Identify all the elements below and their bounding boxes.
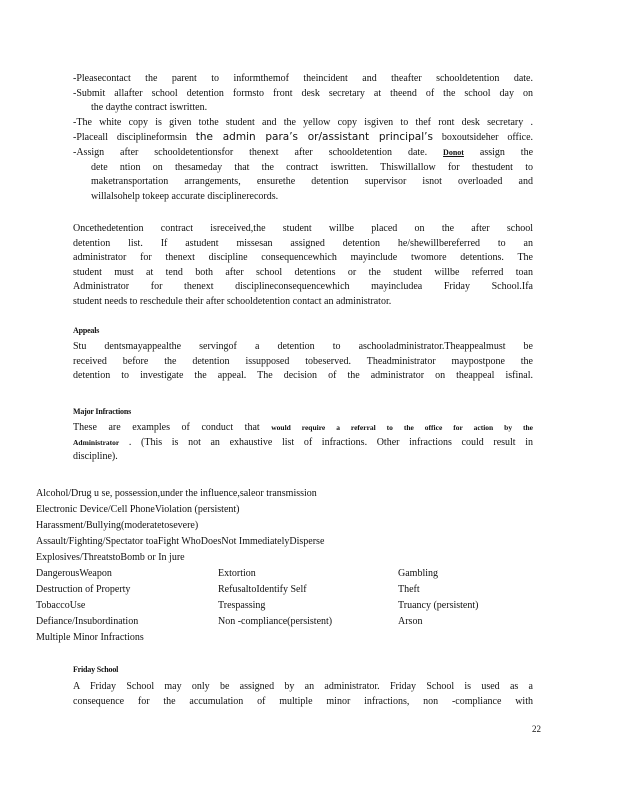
infraction-item: DangerousWeapon [36, 568, 112, 579]
infraction-item: Explosives/ThreatstoBomb or In jure [36, 552, 185, 563]
major-infractions-heading: Major Infractions [73, 407, 131, 416]
appeals-line: Stu dentsmayappealthe servingof a detention to aschooladministrator.Theappealmust be [73, 341, 533, 352]
major-line-1a: These are examples of conduct that [73, 422, 260, 433]
place-forms-part3: boxoutsideher office. [441, 132, 534, 144]
infraction-item: Multiple Minor Infractions [36, 632, 144, 643]
friday-line: A Friday School may only be assigned by an administrator. Friday School is used as a [73, 681, 533, 692]
infraction-item: RefusaltoIdentify Self [218, 584, 307, 595]
infraction-item: Truancy (persistent) [398, 600, 479, 611]
assign-donot: Donot [443, 147, 464, 157]
infraction-item: Arson [398, 616, 423, 627]
instruction-assign-cont2: maketransportation arrangements, ensurethe detention supervisor isnot overloaded and [91, 176, 533, 188]
infraction-row [36, 534, 556, 550]
instruction-assign-detentions [73, 146, 533, 161]
para-line: student needs to reschedule their after schooldetention contact an administrator. [73, 295, 392, 307]
page-number: 22 [532, 724, 541, 734]
instruction-contact-parent: -Pleasecontact the parent to informthemof theincident and theafter schooldetention date. [73, 73, 533, 84]
appeals-paragraph [73, 340, 533, 384]
friday-school-heading: Friday School [73, 665, 119, 674]
instruction-submit-forms-cont: the daythe contract iswritten. [91, 102, 208, 114]
assign-part1: -Assign after schooldetentionsfor thenext after schooldetention date. [73, 146, 428, 158]
infraction-grid-row [36, 566, 556, 582]
infraction-item: Gambling [398, 568, 438, 579]
infraction-item: Electronic Device/Cell PhoneViolation (persistent) [36, 504, 240, 515]
infraction-row [36, 486, 556, 502]
infraction-item: TobaccoUse [36, 600, 86, 611]
instruction-copies: -The white copy is given tothe student and the yellow copy isgiven to thef ront desk secretary . [73, 116, 533, 128]
place-forms-part1: -Placeall disciplineformsin [73, 132, 187, 144]
infraction-item: Assault/Fighting/Spectator toaFight WhoDoesNot ImmediatelyDisperse [36, 536, 325, 547]
major-infractions-paragraph [73, 421, 533, 465]
major-line-1b: would require a referral to the office for action by the [271, 423, 534, 432]
infraction-item: Extortion [218, 568, 256, 579]
infraction-item: Non -compliance(persistent) [218, 616, 333, 627]
major-administrator: Administrator [73, 437, 120, 447]
infraction-item: Destruction of Property [36, 584, 131, 595]
friday-line: consequence for the accumulation of multiple minor infractions, non -compliance with [73, 695, 533, 707]
infraction-item: Defiance/Insubordination [36, 616, 139, 627]
major-line-2b: . (This is not an exhaustive list of infractions. Other infractions could result in [128, 436, 533, 448]
para-line: Administrator for thenext disciplineconsequencewhich mayincludea Friday School.Ifa [73, 281, 533, 293]
para-line: student must at tend both after school detentions or the student willbe referred toan [73, 266, 533, 278]
infraction-row [36, 630, 556, 646]
major-line-1 [73, 421, 533, 436]
infraction-grid-row [36, 582, 556, 598]
infraction-item: Theft [398, 584, 420, 595]
infraction-grid-row [36, 614, 556, 630]
infractions-list [36, 486, 556, 646]
infraction-grid-row [36, 598, 556, 614]
instruction-place-forms [73, 130, 533, 146]
infraction-item: Trespassing [218, 600, 266, 611]
detention-instructions [73, 72, 533, 204]
para-line: administrator for thenext discipline consequencewhich mayinclude twomore detentions. The [73, 252, 533, 264]
appeals-line: detention to investigate the appeal. The decision of the administrator on theappeal isfinal. [73, 370, 533, 382]
appeals-line: received before the detention issupposed tobeserved. Theadministrator maypostpone the [73, 355, 533, 367]
instruction-assign-cont1: dete ntion on thesameday that the contract iswritten. Thiswillallow for thestudent to [91, 161, 533, 173]
infraction-row [36, 550, 556, 566]
major-line-3: discipline). [73, 451, 118, 463]
place-forms-admin: the admin para’s or/assistant principal’s [195, 131, 433, 144]
assign-part3: assign the [479, 146, 534, 158]
para-line: Oncethedetention contract isreceived,the student willbe placed on the after school [73, 223, 533, 234]
para-line: detention list. If astudent missesan assigned detention he/shewillbereferred to an [73, 237, 533, 249]
detention-paragraph [73, 222, 533, 310]
instruction-assign-cont3: willalsohelp tokeep accurate disciplinerecords. [91, 190, 279, 202]
appeals-heading: Appeals [73, 326, 100, 335]
instruction-submit-forms: -Submit allafter school detention formsto front desk secretary at theend of the school day on [73, 87, 533, 99]
major-line-2 [73, 436, 533, 451]
infraction-item: Harassment/Bullying(moderatetosevere) [36, 520, 199, 531]
infraction-row [36, 502, 556, 518]
infraction-item: Alcohol/Drug u se, possession,under the influence,saleor transmission [36, 488, 317, 499]
friday-school-paragraph [73, 680, 533, 709]
infraction-row [36, 518, 556, 534]
